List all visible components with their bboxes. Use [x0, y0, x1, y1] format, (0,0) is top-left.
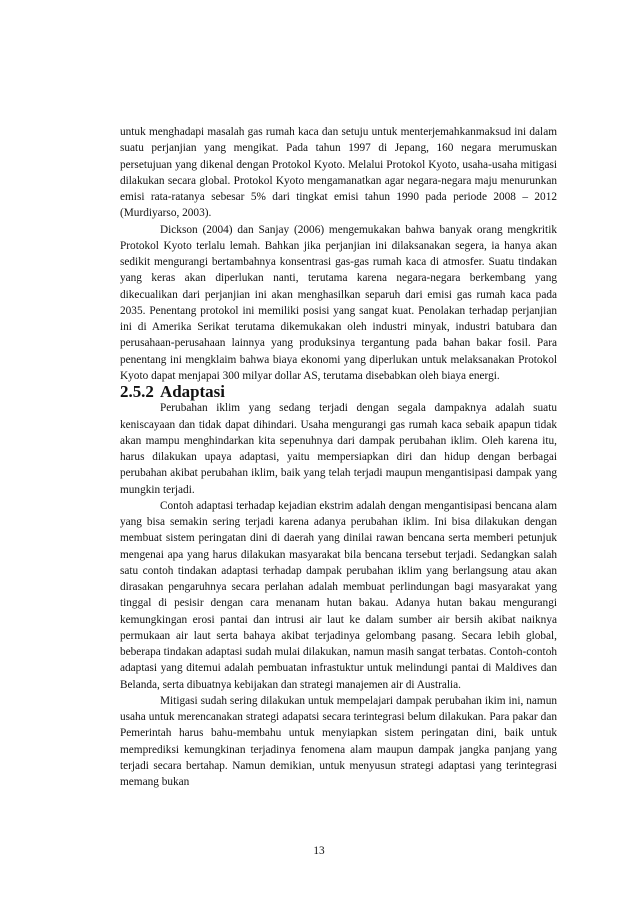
paragraph-dickson-sanjay: Dickson (2004) dan Sanjay (2006) mengemukakan bahwa banyak orang mengkritik Protokol Kyoto terlalu lemah. Bahkan jika perjanjian ini dilaksanakan segera, ia hanya akan sedikit mengurangi bertambahnya konsentrasi gas-gas rumah kaca di atmosfer. Suatu tindakan yang keras akan diperlukan nanti, terutama karena negara-negara berkembang yang dikecualikan dari perjanjian ini akan menghasilkan separuh dari emisi gas rumah kaca pada 2035. Penentang protokol ini memiliki posisi yang sangat kuat. Penolakan terhadap perjanjian ini di Amerika Serikat terutama dikemukakan oleh industri minyak, industri batubara dan perusahaan-perusahaan lainnya yang produksinya tergantung pada bahan bakar fosil. Para penentang ini mengklaim bahwa biaya ekonomi yang diperlukan untuk melaksanakan Protokol Kyoto dapat menjapai 300 milyar dollar AS, terutama disebabkan oleh biaya energi.	[120, 223, 557, 382]
section-title: Adaptasi	[160, 382, 225, 401]
paragraph-adaptation-intro: Perubahan iklim yang sedang terjadi dengan segala dampaknya adalah suatu keniscayaan dan tidak dapat dihindari. Usaha mengurangi gas rumah kaca sebaik apapun tidak akan mampu menghindarkan kita sepenuhnya dari dampak perubahan iklim. Oleh karena itu, harus dilakukan upaya adaptasi, yaitu mempersiapkan diri dan hidup dengan berbagai perubahan akibat perubahan iklim, baik yang telah terjadi maupun mengantisipasi dampak yang mungkin terjadi.	[120, 402, 557, 496]
paragraph-adaptation-examples: Contoh adaptasi terhadap kejadian ekstrim adalah dengan mengantisipasi bencana alam yang bisa semakin sering terjadi karena adanya perubahan iklim. Ini bisa dilakukan dengan membuat sistem peringatan dini di daerah yang dinilai rawan bencana serta memberi petunjuk mengenai apa yang harus dilakukan masyarakat bila bencana tersebut terjadi. Sedangkan salah satu contoh tindakan adaptasi terhadap dampak perubahan iklim yang berlangsung atau akan dirasakan pengaruhnya secara perlahan adalah membuat perlindungan bagi masyarakat yang tinggal di pesisir dengan cara menanam hutan bakau. Adanya hutan bakau mengurangi kemungkingan erosi pantai dan intrusi air laut ke dalam sumber air bersih akibat naiknya permukaan air laut serta bahaya akibat terjadinya gelombang pasang. Secara lebih global, beberapa tindakan adaptasi sudah mulai dilakukan, namun masih sangat terbatas. Contoh-contoh adaptasi yang ditemui adalah pembuatan infrastuktur untuk melindungi pantai di Maldives dan Belanda, serta dibuatnya kebijakan dan strategi manajemen air di Australia.	[120, 499, 557, 691]
paragraph-kyoto-protocol: untuk menghadapi masalah gas rumah kaca dan setuju untuk menterjemahkanmaksud ini dalam suatu perjanjian yang mengikat. Pada tahun 1997 di Jepang, 160 negara merumuskan persetujuan yang dikenal dengan Protokol Kyoto. Melalui Protokol Kyoto, usaha-usaha mitigasi dilakukan secara global. Protokol Kyoto mengamanatkan agar negara-negara maju menurunkan emisi rata-ratanya sebesar 5% dari tingkat emisi tahun 1990 pada periode 2008 – 2012 (Murdiyarso, 2003).	[120, 126, 557, 220]
page-number: 13	[313, 845, 325, 857]
section-heading	[120, 384, 557, 400]
document-page	[120, 124, 557, 790]
section-number: 2.5.2	[120, 382, 154, 401]
paragraph-mitigation: Mitigasi sudah sering dilakukan untuk mempelajari dampak perubahan ikim ini, namun usaha untuk merencanakan strategi adapatsi secara terintegrasi belum dilakukan. Para pakar dan Pemerintah harus bahu-membahu untuk menyiapkan sistem peringatan dini, baik untuk memprediksi kemungkinan terjadinya fenomena alam maupun dampak jangka panjang yang terjadi secara bertahap. Namun demikian, untuk menyusun strategi adaptasi yang terintegrasi memang bukan	[120, 694, 557, 788]
